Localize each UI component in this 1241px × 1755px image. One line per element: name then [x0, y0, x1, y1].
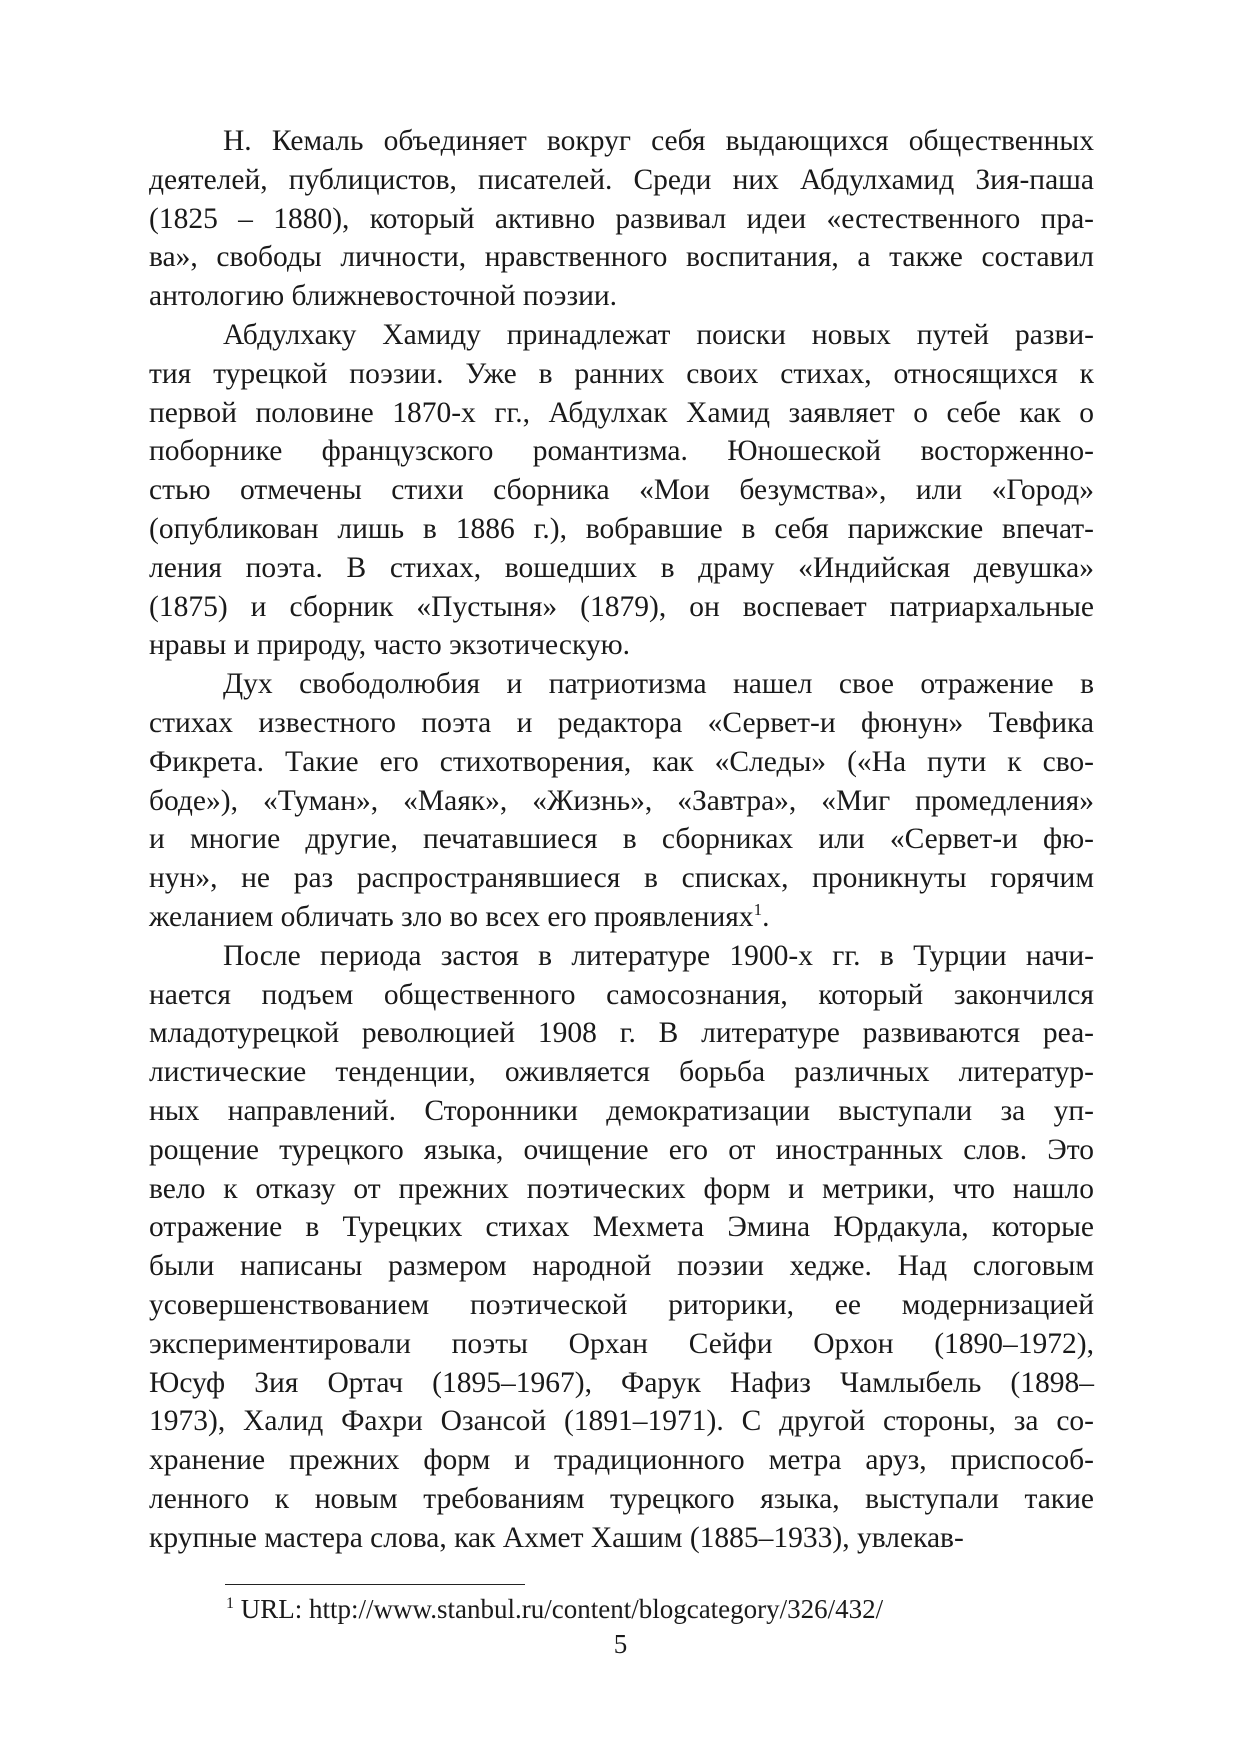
paragraph-line: экспериментировали поэты Орхан Сейфи Орхон (1890–1972), [149, 1327, 1094, 1360]
paragraph-line: нается подъем общественного самосознания, который закончился [149, 978, 1094, 1011]
paragraph-line: нравы и природу, часто экзотическую. [149, 629, 631, 662]
paragraph-line: первой половине 1870-х гг., Абдулхак Хамид заявляет о себе как о [149, 396, 1094, 429]
body-text [149, 122, 1094, 1557]
paragraph-line: поборнике французского романтизма. Юношеской восторженно- [149, 435, 1094, 468]
footnote-marker: 1 [226, 1595, 234, 1612]
paragraph-line: (1875) и сборник «Пустыня» (1879), он воспевает патриархальные [149, 590, 1094, 623]
paragraph-line: ленного к новым требованиям турецкого языка, выступали такие [149, 1482, 1094, 1515]
paragraph-line: боде»), «Туман», «Маяк», «Жизнь», «Завтра», «Миг промедления» [149, 784, 1094, 817]
paragraph-line: желанием обличать зло во всех его проявлениях$^1$. [149, 900, 770, 933]
paragraph-line: и многие другие, печатавшиеся в сборниках или «Сервет-и фю- [149, 823, 1094, 856]
paragraph-line: деятелей, публицистов, писателей. Среди них Абдулхамид Зия-паша [149, 163, 1094, 196]
paragraph-line: усовершенствованием поэтической риторики, ее модернизацией [149, 1288, 1094, 1321]
paragraph-line: стихах известного поэта и редактора «Сервет-и фюнун» Тевфика [149, 706, 1094, 739]
paragraph-line: Юсуф Зия Ортач (1895–1967), Фарук Нафиз Чамлыбель (1898– [149, 1366, 1094, 1399]
paragraph-line: рощение турецкого языка, очищение его от иностранных слов. Это [149, 1133, 1094, 1166]
paragraph-line: крупные мастера слова, как Ахмет Хашим (1885–1933), увлекав- [149, 1521, 964, 1554]
paragraph-line: Дух свободолюбия и патриотизма нашел свое отражение в [223, 668, 1094, 701]
paragraph-line: 1973), Халид Фахри Озансой (1891–1971). С другой стороны, за со- [149, 1405, 1094, 1438]
paragraph-line: были написаны размером народной поэзии хедже. Над слоговым [149, 1250, 1094, 1283]
paragraph-line: Фикрета. Такие его стихотворения, как «Следы» («На пути к сво- [149, 745, 1094, 778]
paragraph-line: (опубликован лишь в 1886 г.), вобравшие в себя парижские впечат- [149, 512, 1094, 545]
paragraph-line: ных направлений. Сторонники демократизации выступали за уп- [149, 1094, 1094, 1127]
footnote [226, 1592, 883, 1626]
paragraph-line: антологию ближневосточной поэзии. [149, 280, 618, 313]
paragraph-line: Абдулхаку Хамиду принадлежат поиски новых путей разви- [223, 318, 1094, 351]
paragraph-line: После периода застоя в литературе 1900-х гг. в Турции начи- [223, 939, 1094, 972]
paragraph-line: ва», свободы личности, нравственного воспитания, а также составил [149, 241, 1094, 274]
paragraph-line: нун», не раз распространявшиеся в списках, проникнуты горячим [149, 862, 1094, 895]
page-number: 5 [613, 1629, 628, 1659]
paragraph-line: стью отмечены стихи сборника «Мои безумства», или «Город» [149, 474, 1094, 507]
paragraph-line: ления поэта. В стихах, вошедших в драму «Индийская девушка» [149, 551, 1094, 584]
paragraph-line: тия турецкой поэзии. Уже в ранних своих стихах, относящихся к [149, 357, 1094, 390]
paragraph-line: (1825 – 1880), который активно развивал идеи «естественного пра- [149, 202, 1094, 235]
paragraph-line: листические тенденции, оживляется борьба различных литератур- [149, 1056, 1094, 1089]
paragraph-line: Н. Кемаль объединяет вокруг себя выдающихся общественных [223, 125, 1094, 157]
paragraph-line: хранение прежних форм и традиционного метра аруз, приспособ- [149, 1444, 1094, 1477]
paragraph-line: младотурецкой революцией 1908 г. В литературе развиваются реа- [149, 1017, 1094, 1050]
paragraph-line: отражение в Турецких стихах Мехмета Эмина Юрдакула, которые [149, 1211, 1094, 1244]
footnote-text: URL: http://www.stanbul.ru/content/blogcategory/326/432/ [234, 1594, 884, 1624]
footnote-divider [225, 1584, 525, 1585]
footnote-reference[interactable]: 1 [753, 900, 763, 920]
paragraph-line: вело к отказу от прежних поэтических форм и метрики, что нашло [149, 1172, 1094, 1205]
